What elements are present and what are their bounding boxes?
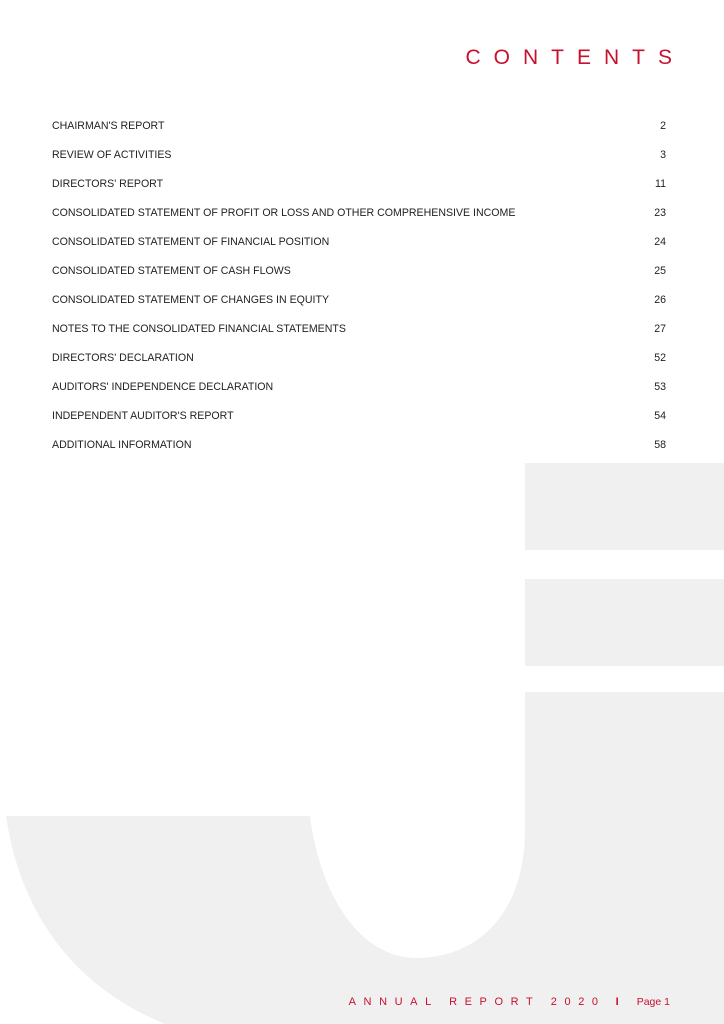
toc-label: CHAIRMAN'S REPORT xyxy=(52,119,165,132)
toc-row-financial-position[interactable] xyxy=(52,227,666,256)
footer-separator: I xyxy=(615,996,619,1008)
toc-row-cash-flows[interactable] xyxy=(52,256,666,285)
toc-label: CONSOLIDATED STATEMENT OF CHANGES IN EQUITY xyxy=(52,293,330,306)
toc-page-number: 58 xyxy=(654,438,666,451)
toc-label: CONSOLIDATED STATEMENT OF CASH FLOWS xyxy=(52,264,291,277)
watermark-bar-top xyxy=(525,463,724,550)
toc-label: CONSOLIDATED STATEMENT OF FINANCIAL POSITION xyxy=(52,235,330,248)
page-footer xyxy=(349,996,670,1008)
toc-row-additional-information[interactable] xyxy=(52,430,666,459)
toc-row-auditors-independence[interactable] xyxy=(52,372,666,401)
toc-page-number: 2 xyxy=(660,119,666,132)
page-title: CONTENTS xyxy=(465,46,685,69)
toc-label: CONSOLIDATED STATEMENT OF PROFIT OR LOSS AND OTHER COMPREHENSIVE INCOME xyxy=(52,206,516,219)
toc-page-number: 25 xyxy=(654,264,666,277)
toc-label: NOTES TO THE CONSOLIDATED FINANCIAL STATEMENTS xyxy=(52,322,346,335)
watermark-bar-middle xyxy=(525,579,724,666)
toc-page-number: 53 xyxy=(654,380,666,393)
watermark-j-shape xyxy=(6,692,724,1024)
toc-page-number: 24 xyxy=(654,235,666,248)
toc-page-number: 11 xyxy=(655,177,666,190)
toc-page-number: 26 xyxy=(654,293,666,306)
toc-label: INDEPENDENT AUDITOR'S REPORT xyxy=(52,409,234,422)
toc-page-number: 27 xyxy=(654,322,666,335)
toc-row-profit-or-loss[interactable] xyxy=(52,198,666,227)
toc-label: DIRECTORS' DECLARATION xyxy=(52,351,194,364)
toc-page-number: 52 xyxy=(654,351,666,364)
toc-label: DIRECTORS' REPORT xyxy=(52,177,164,190)
toc-row-directors-report[interactable] xyxy=(52,169,666,198)
toc-row-notes[interactable] xyxy=(52,314,666,343)
footer-report-title: ANNUAL REPORT 2020 xyxy=(348,996,606,1008)
footer-page-number: Page 1 xyxy=(636,996,670,1008)
toc-page-number: 23 xyxy=(654,206,666,219)
toc-row-directors-declaration[interactable] xyxy=(52,343,666,372)
toc-label: ADDITIONAL INFORMATION xyxy=(52,438,192,451)
table-of-contents xyxy=(52,111,666,459)
toc-page-number: 3 xyxy=(660,148,666,161)
toc-label: AUDITORS' INDEPENDENCE DECLARATION xyxy=(52,380,274,393)
toc-row-changes-in-equity[interactable] xyxy=(52,285,666,314)
toc-row-review-of-activities[interactable] xyxy=(52,140,666,169)
toc-row-independent-auditors-report[interactable] xyxy=(52,401,666,430)
toc-page-number: 54 xyxy=(654,409,666,422)
toc-label: REVIEW OF ACTIVITIES xyxy=(52,148,172,161)
toc-row-chairmans-report[interactable] xyxy=(52,111,666,140)
